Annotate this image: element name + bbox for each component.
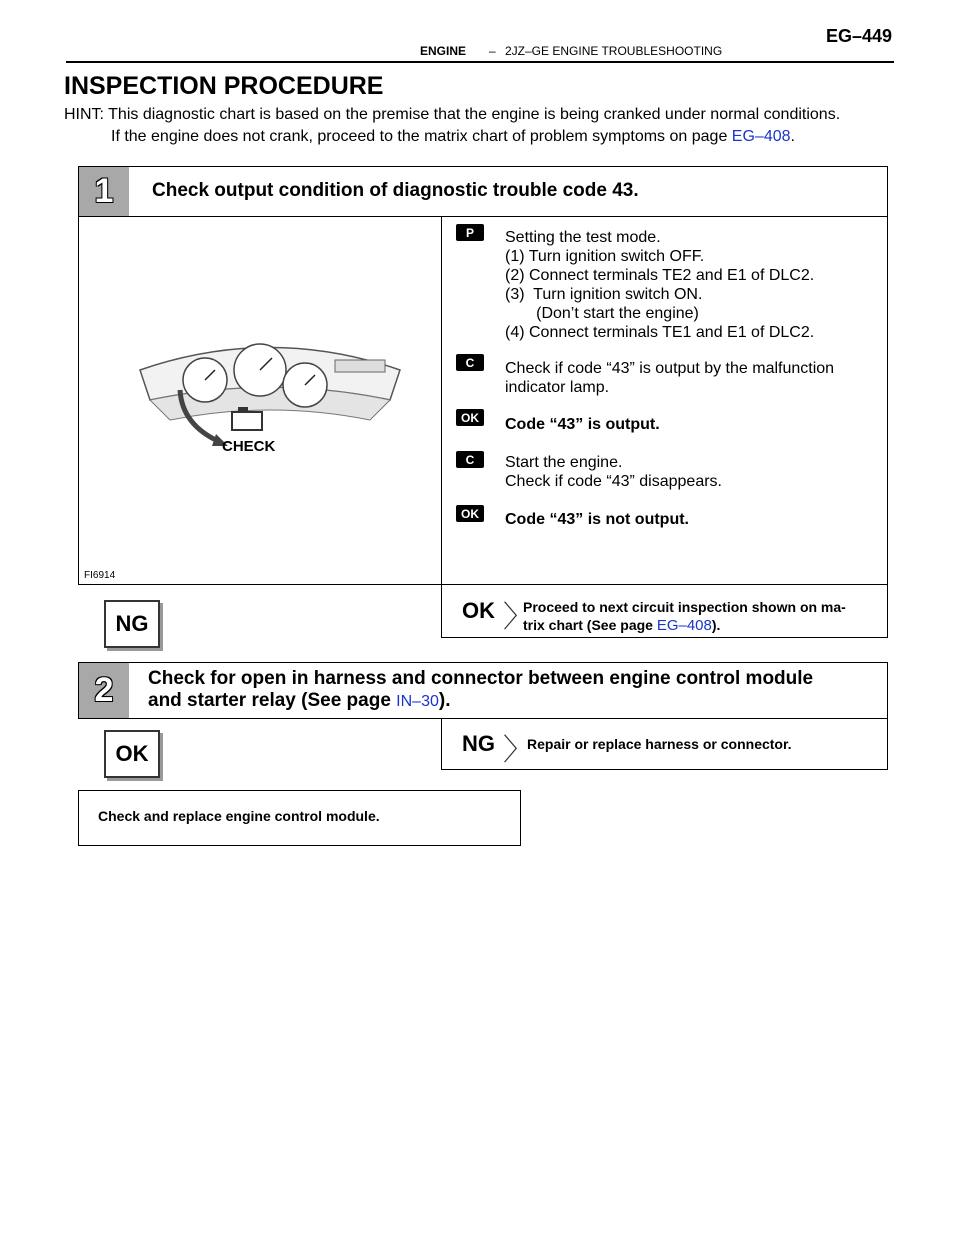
result-code-output: Code “43” is output.	[505, 416, 660, 433]
badge-c: C	[456, 354, 484, 371]
badge-ok: OK	[456, 409, 484, 426]
hint-line-1: HINT: This diagnostic chart is based on the premise that the engine is being cranked under normal conditions.	[64, 106, 841, 123]
ok-result-line-2	[523, 616, 846, 635]
step-1-number: 1	[79, 167, 129, 216]
instruction-line: (4) Connect terminals TE1 and E1 of DLC2.	[505, 324, 815, 341]
header-subtitle: 2JZ–GE ENGINE TROUBLESHOOTING	[505, 44, 723, 58]
instruction-line: (2) Connect terminals TE2 and E1 of DLC2.	[505, 267, 815, 284]
step-2-title-line-2	[148, 690, 813, 713]
step-2-title-line-2-end: ).	[438, 690, 451, 711]
chevron-right-icon: 〉	[503, 601, 533, 634]
page-title: INSPECTION PROCEDURE	[64, 72, 384, 100]
step-2-title-line-1: Check for open in harness and connector between engine control module	[148, 668, 814, 689]
final-action-text: Check and replace engine control module.	[98, 808, 380, 824]
instruction-setting	[505, 228, 814, 342]
step-1-title: Check output condition of diagnostic trouble code 43.	[152, 180, 639, 201]
check-lamp-label: CHECK	[222, 438, 276, 455]
ok-tag: OK	[104, 730, 160, 778]
hint-line-2-end: .	[790, 128, 795, 145]
instruction-line: Check if code “43” disappears.	[505, 473, 722, 490]
badge-p: P	[456, 224, 484, 241]
badge-c: C	[456, 451, 484, 468]
ng-result-text: Repair or replace harness or connector.	[527, 736, 792, 752]
step-2-title	[148, 668, 813, 713]
instruction-line: indicator lamp.	[505, 379, 610, 396]
instruction-line: Setting the test mode.	[505, 229, 661, 246]
instruction-line: (3) Turn ignition switch ON.	[505, 286, 703, 303]
instruction-line: Start the engine.	[505, 454, 623, 471]
instruction-line: (1) Turn ignition switch OFF.	[505, 248, 705, 265]
ok-result-text	[523, 598, 846, 635]
ok-result-line-1: Proceed to next circuit inspection shown on ma-	[523, 599, 846, 615]
instruction-start-engine	[505, 453, 722, 491]
header-separator: –	[489, 44, 496, 58]
chevron-right-icon: 〉	[503, 734, 533, 767]
hint-line-2	[111, 128, 795, 146]
badge-ok: OK	[456, 505, 484, 522]
instruction-line: (Don’t start the engine)	[505, 305, 699, 322]
step-2-page-link[interactable]: IN–30	[396, 693, 439, 710]
ok-result-line-2-text: trix chart (See page	[523, 617, 653, 633]
ng-label: NG	[462, 731, 495, 756]
ok-result-line-2-end: ).	[711, 617, 721, 633]
result-code-not-output: Code “43” is not output.	[505, 511, 689, 528]
step-2-title-line-2-text: and starter relay (See page	[148, 690, 391, 711]
instruction-check-code	[505, 359, 834, 397]
ng-tag: NG	[104, 600, 160, 648]
figure-label: FI6914	[84, 570, 116, 581]
hint-page-link[interactable]: EG–408	[731, 128, 791, 145]
header-section: ENGINE	[420, 44, 467, 58]
hint-line-2-text: If the engine does not crank, proceed to the matrix chart of problem symptoms on page	[111, 128, 728, 145]
step-1-divider	[441, 217, 442, 585]
ok-result-page-link[interactable]: EG–408	[656, 617, 712, 634]
page-number: EG–449	[826, 26, 893, 46]
instruction-line: Check if code “43” is output by the malfunction	[505, 360, 835, 377]
ok-label: OK	[462, 598, 495, 623]
step-2-number: 2	[79, 663, 129, 718]
header-rule	[66, 61, 894, 63]
